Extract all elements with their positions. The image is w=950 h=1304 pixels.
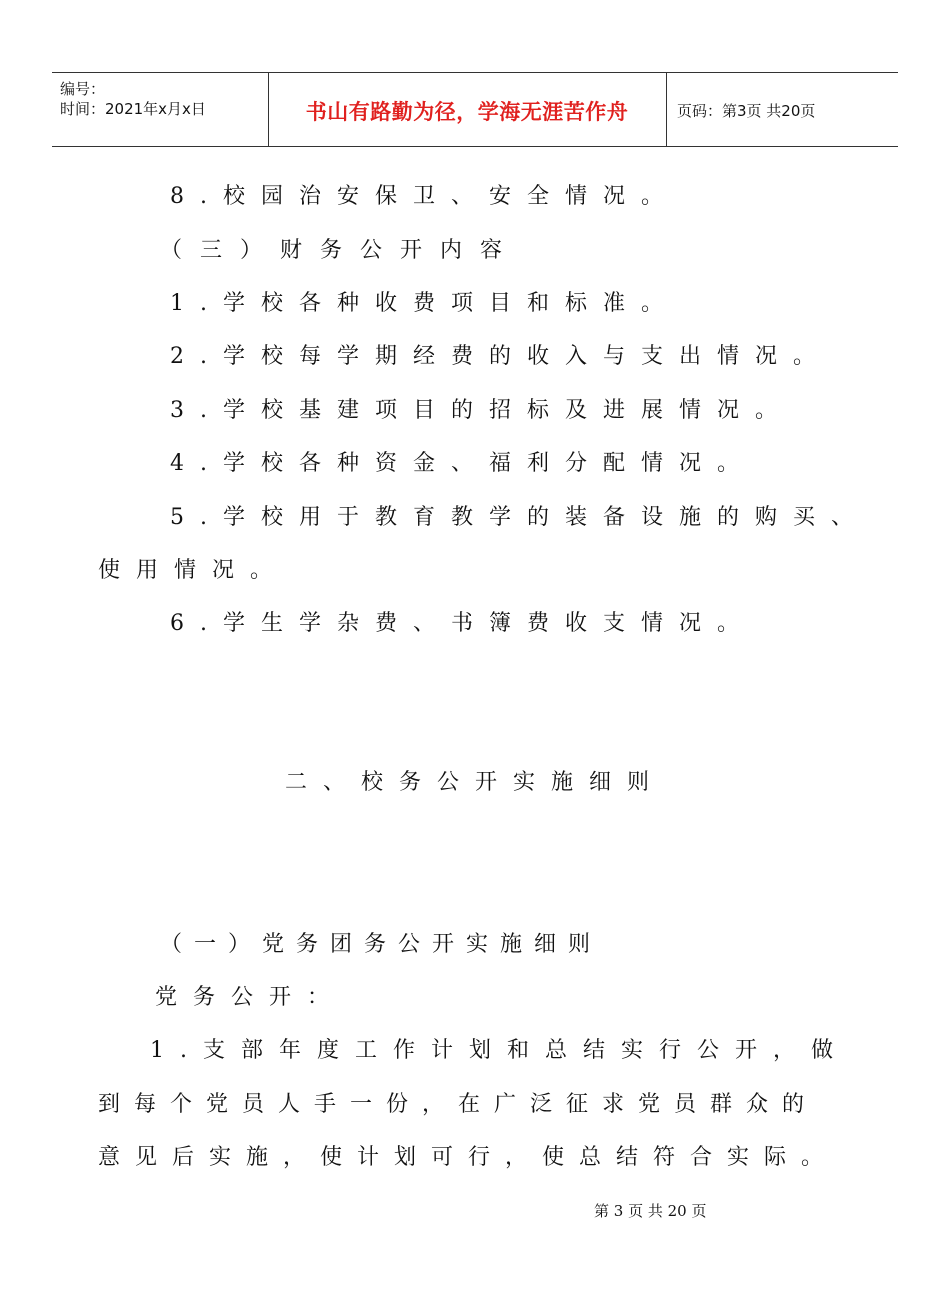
page-footer: 第 3 页 共 20 页 xyxy=(594,1202,707,1220)
header-info-cell xyxy=(52,73,269,146)
header-motto: 书山有路勤为径，学海无涯苦作舟 xyxy=(305,100,629,124)
document-time-label: 时间：2021年x月x日 xyxy=(60,100,206,118)
page-header xyxy=(52,72,898,147)
document-number-label: 编号： xyxy=(60,80,106,98)
body-line: 1.支部年度工作计划和总结实行公开，做 xyxy=(150,1038,849,1063)
body-line: 党务公开： xyxy=(155,985,346,1010)
header-page-number: 页码：第3页 共20页 xyxy=(677,102,816,120)
header-motto-cell xyxy=(268,73,667,146)
body-line: 6.学生学杂费、书簿费收支情况。 xyxy=(170,611,755,636)
body-line: 3.学校基建项目的招标及进展情况。 xyxy=(170,398,793,423)
body-line: 意见后实施，使计划可行，使总结符合实际。 xyxy=(98,1145,839,1170)
header-page-cell xyxy=(667,73,898,146)
body-line: 1.学校各种收费项目和标准。 xyxy=(170,291,679,316)
body-line: 5.学校用于教育教学的装备设施的购买、 xyxy=(170,505,869,530)
body-line: 4.学校各种资金、福利分配情况。 xyxy=(170,451,755,476)
section-heading: （三）财务公开内容 xyxy=(160,238,521,263)
chapter-heading: 二、校务公开实施细则 xyxy=(285,770,666,795)
body-line: 使用情况。 xyxy=(98,558,289,583)
body-line: 到每个党员人手一份，在广泛征求党员群众的 xyxy=(98,1092,819,1117)
section-heading: （一）党务团务公开实施细则 xyxy=(160,932,603,957)
body-line: 8.校园治安保卫、安全情况。 xyxy=(170,184,679,209)
body-line: 2.学校每学期经费的收入与支出情况。 xyxy=(170,344,831,369)
